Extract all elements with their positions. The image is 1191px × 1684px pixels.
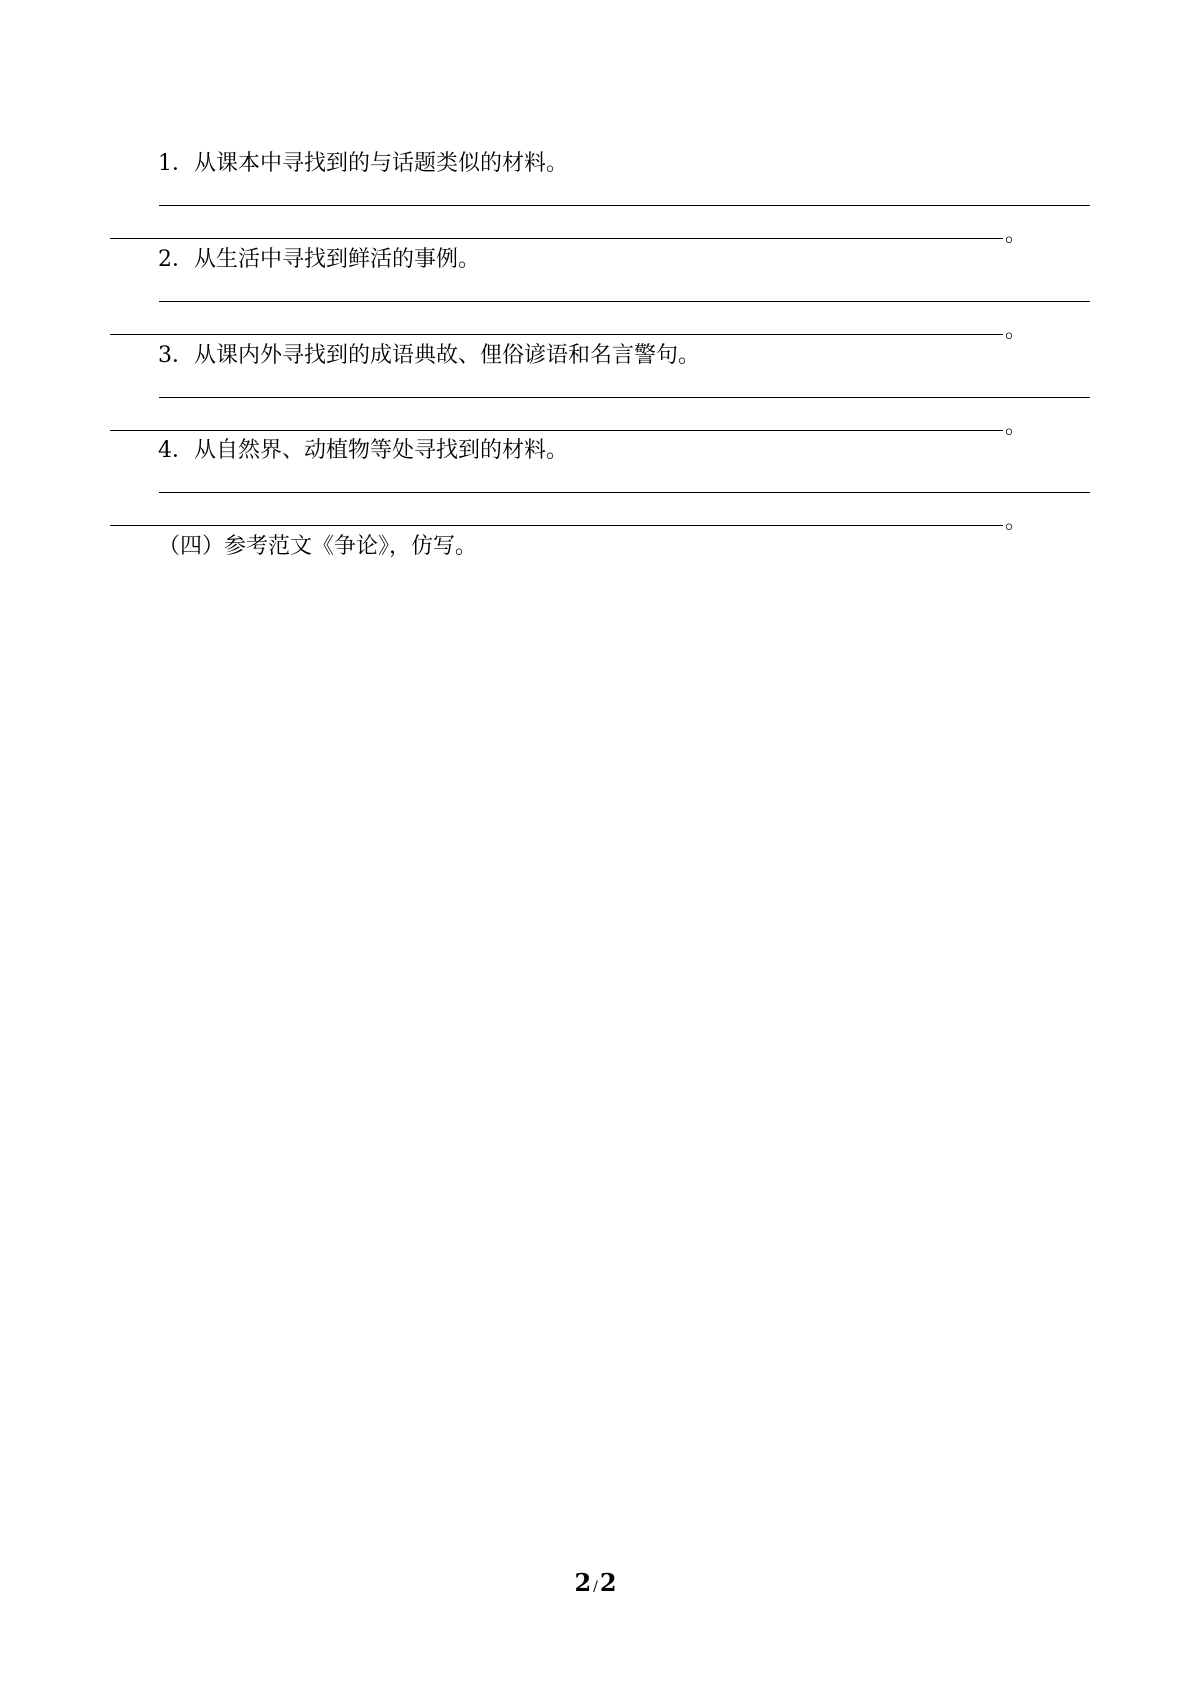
question-2-answer-line-2[interactable] (110, 334, 1003, 335)
question-3-prompt: 3．从课内外寻找到的成语典故、俚俗谚语和名言警句。 (158, 343, 700, 368)
section-4-heading: （四）参考范文《争论》，仿写。 (158, 534, 478, 559)
question-4-end-mark: 。 (1005, 509, 1028, 534)
question-3-answer-line-1[interactable] (159, 397, 1090, 398)
page-number (0, 1568, 1191, 1602)
question-3-answer-line-2[interactable] (110, 430, 1003, 431)
question-4-prompt: 4．从自然界、动植物等处寻找到的材料。 (158, 438, 568, 463)
page-number-separator: / (593, 1579, 598, 1595)
question-4-answer-line-2[interactable] (110, 525, 1003, 526)
question-1-answer-line-2[interactable] (110, 238, 1003, 239)
question-1-answer-line-1[interactable] (159, 205, 1090, 206)
question-1-end-mark: 。 (1005, 222, 1028, 247)
question-2-prompt: 2．从生活中寻找到鲜活的事例。 (158, 247, 480, 272)
question-1-prompt: 1．从课本中寻找到的与话题类似的材料。 (158, 151, 568, 176)
question-2-answer-line-1[interactable] (159, 301, 1090, 302)
page-number-current: 2 (574, 1568, 592, 1597)
question-2-end-mark: 。 (1005, 318, 1028, 343)
question-3-end-mark: 。 (1005, 414, 1028, 439)
question-4-answer-line-1[interactable] (159, 492, 1090, 493)
page-number-total: 2 (599, 1568, 617, 1597)
